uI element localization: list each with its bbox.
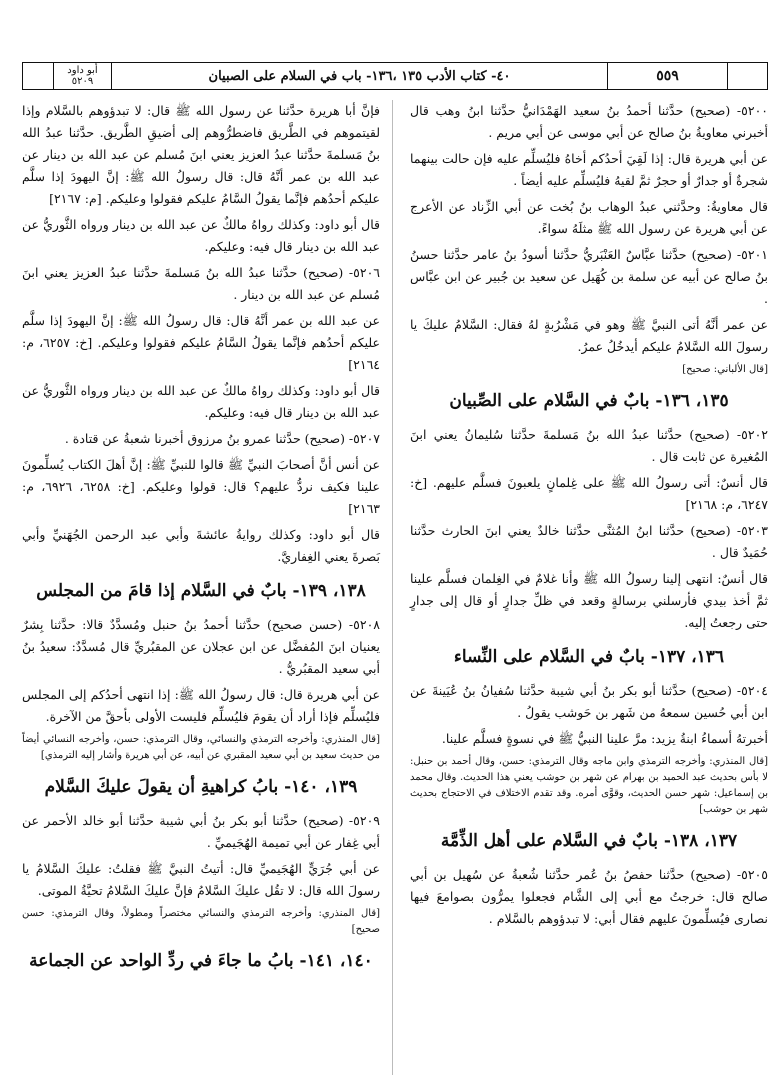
running-header [22, 62, 768, 90]
hadith-paragraph: قال أنسٌ: انتهى إلينا رسولُ الله ﷺ وأنا غلامٌ في الغِلمان فسلَّم علينا ثمَّ أخذ بيدي فأرسلني برسالةٍ وقعد في ظلِّ جدارٍ أو قال إلى جدارٍ حتى رجعتُ إليه. [410, 571, 768, 630]
header-book-cell [53, 63, 111, 89]
chapter-heading: ١٤٠، ١٤١- بابُ ما جاءَ في ردِّ الواحد عن الجماعة [29, 951, 373, 971]
hadith-paragraph: عن أبي جُرَيٍّ الهُجَيميِّ قال: أتيتُ النبيَّ ﷺ فقلتُ: عليكَ السَّلامُ يا رسولَ الله قال: لا تقُل عليكَ السَّلامُ فإنَّ عليكَ السَّلامُ تحيَّةُ الموتى. [22, 861, 380, 898]
hadith-paragraph: عن أبي هريرة قال: إذا لَقِيَ أحدُكم أخاهُ فليُسلِّم عليه فإن حالت بينهما شجرةٌ أو جدارٌ أو حجرٌ ثمَّ لقيهُ فليُسلِّم عليه أيضاً . [410, 151, 768, 188]
chapter-heading: ١٣٩، ١٤٠- بابُ كراهيةِ أن يقولَ عليكَ السَّلام [44, 777, 358, 797]
chapter-heading: ١٣٧، ١٣٨- بابٌ في السَّلام على أهل الذِّمَّة [440, 831, 738, 851]
chapter-heading: ١٣٨، ١٣٩- بابٌ في السَّلام إذا قامَ من المجلس [36, 581, 366, 601]
hadith-paragraph: ٥٢٠٢- (صحيح) حدَّثنا عبدُ الله بنُ مَسلمةَ حدَّثنا سُليمانُ يعني ابنَ المُغيرة عن ثابت قال . [410, 427, 768, 464]
footnote: [قال المنذري: وأخرجه الترمذي والنسائي، وقال الترمذي: حسن، وأخرجه النسائي أيضاً من حديث سعيد بن أبي سعيد المقبري عن أبيه، عن أبي هريرة وأشار إليه الترمذي] [22, 734, 380, 761]
column-divider [392, 100, 393, 1075]
hadith-paragraph: ٥٢٠٥- (صحيح) حدَّثنا حفصُ بنُ عُمر حدَّثنا شُعبةُ عن سُهيل بن أبي صالح قال: خرجتُ مع أبي إلى الشَّام فجعلوا يمرُّون بصوامعَ فيها نصارى فيُسلِّمونَ عليهم فقال أبي: لا تبدؤوهم بالسَّلام . [410, 867, 768, 926]
hadith-paragraph: ٥٢٠٠- (صحيح) حدَّثنا أحمدُ بنُ سعيد الهَمْدَانيُّ حدَّثنا ابنُ وهب قال أخبرني معاويةُ بنُ صالح عن أبي موسى عن أبي مريم . [410, 103, 768, 140]
right-column [410, 100, 768, 934]
hadith-paragraph: قال أنسٌ: أتى رسولُ الله ﷺ على غِلمانٍ يلعبونَ فسلَّم عليهم. [خ: ٦٢٤٧، م: ٢١٦٨] [410, 475, 768, 512]
hadith-paragraph: قال معاويةُ: وحدَّثني عبدُ الوهاب بنُ بُخت عن أبي الزِّناد عن الأعرج عن أبي هريرة عن رسول الله ﷺ مثلَهُ سواءً. [410, 199, 768, 236]
hadith-paragraph: قال أبو داود: وكذلك روايةُ عائشةَ وأبي عبد الرحمن الجُهَنيِّ وأبي بَصرةَ يعني الغِفاريَّ. [22, 527, 380, 564]
left-column [22, 100, 380, 984]
hadith-paragraph: ٥٢٠١- (صحيح) حدَّثنا عبَّاسٌ العَنْبَريُّ حدَّثنا أسودُ بنُ عامر حدَّثنا حسنُ بنُ صالح عن أبيه عن سلمة بن كُهَيل عن سعيد بن جُبير عن ابن عبَّاس . [410, 247, 768, 306]
hadith-paragraph: قال أبو داود: وكذلك رواهُ مالكٌ عن عبد الله بن دينار ورواه الثَّوريُّ عن عبد الله بن دينار قال فيه: وعليكم. [22, 383, 380, 420]
hadith-paragraph: قال أبو داود: وكذلك رواهُ مالكٌ عن عبد الله بن دينار ورواه الثَّوريُّ عن عبد الله بن دينار قال فيه: وعليكم. [22, 217, 380, 254]
hadith-paragraph: عن أنس أنَّ أصحابَ النبيِّ ﷺ قالوا للنبيِّ ﷺ: إنَّ أهلَ الكتاب يُسلِّمونَ علينا فكيف نردُّ عليهم؟ قال: قولوا وعليكم. [خ: ٦٢٥٨، ٦٩٢٦، م: ٢١٦٣] [22, 457, 381, 516]
hadith-paragraph: ٥٢٠٤- (صحيح) حدَّثنا أبو بكر بنُ أبي شيبة حدَّثنا سُفيانُ بنُ عُيَينةَ عن ابن أبي حُسين سمعهُ من شَهر بن حَوشب يقولُ . [410, 683, 768, 720]
page-number: ٥٥٩ [607, 63, 727, 89]
book-name: أبو داود [67, 65, 98, 76]
hadith-paragraph: أخبرتهُ أسماءُ ابنةُ يزيد: مرَّ علينا النبيُّ ﷺ في نسوةٍ فسلَّم علينا. [441, 731, 768, 746]
footnote: [قال الألباني: صحيح] [682, 364, 768, 375]
hadith-paragraph: عن أبي هريرة قال: قال رسولُ الله ﷺ: إذا انتهى أحدُكم إلى المجلس فليُسلِّم فإذا أراد أن يقومَ فليُسلِّم فليست الأولى بأحقَّ من الآخرة. [22, 687, 380, 724]
hadith-paragraph: ٥٢٠٣- (صحيح) حدَّثنا ابنُ المُثنَّى حدَّثنا خالدٌ يعني ابنَ الحارث حدَّثنا حُمَيدٌ قال . [410, 523, 768, 560]
chapter-heading: ١٣٦، ١٣٧- بابٌ في السَّلام على النِّساء [453, 647, 725, 667]
hadith-paragraph: عن عمر أنَّهُ أتى النبيَّ ﷺ وهو في مَشْرُبةٍ لهُ فقال: السَّلامُ عليكَ يا رسولَ الله السَّلامُ عليكم أيدخُلُ عمرُ. [410, 317, 768, 354]
hadith-paragraph: ٥٢٠٩- (صحيح) حدَّثنا أبو بكر بنُ أبي شيبة حدَّثنا أبو خالد الأحمر عن أبي غِفار عن أبي تميمة الهُجَيميِّ . [22, 813, 380, 850]
hadith-paragraph: ٥٢٠٧- (صحيح) حدَّثنا عمرو بنُ مرزوق أخبرنا شعبةُ عن قتادة . [64, 431, 380, 446]
hadith-paragraph: ٥٢٠٨- (حسن صحيح) حدَّثنا أحمدُ بنُ حنبل ومُسدَّدٌ قالا: حدَّثنا بِشرٌ يعنيان ابنَ المُفضَّل عن ابن عجلان عن المقبُريِّ قال مُسدَّدٌ: سعيدُ بنُ أبي سعيد المقبُريُّ . [22, 617, 380, 676]
hadith-range: ٥٢٠٩ [71, 76, 94, 87]
chapter-heading: ١٣٥، ١٣٦- بابٌ في السَّلام على الصِّبيان [449, 391, 729, 411]
hadith-paragraph: ٥٢٠٦- (صحيح) حدَّثنا عبدُ الله بنُ مَسلمةَ حدَّثنا عبدُ العزيز يعني ابنَ مُسلم عن عبد الله بن دينار . [22, 265, 380, 302]
header-blank-cell [727, 63, 767, 89]
footnote: [قال المنذري: وأخرجه الترمذي والنسائي مختصراً ومطولاً، وقال الترمذي: حسن صحيح] [22, 908, 380, 935]
footnote: [قال المنذري: وأخرجه الترمذي وابن ماجه وقال الترمذي: حسن، وقال أحمد بن حنبل: لا بأس بحديث عبد الحميد بن بهرام عن شهر بن حوشب يعني هذا الحديث. وقال محمد بن إسماعيل: شهر حسن الحديث، وقوَّى أمره. وقد تقدم الاختلاف في الاحتجاج بحديث شهر بن حوشب] [410, 756, 768, 815]
hadith-paragraph: عن عبد الله بن عمر أنَّهُ قال: قال رسولُ الله ﷺ: إنَّ اليهودَ إذا سلَّم عليكم أحدُهم فإنَّما يقولُ السَّامُ عليكم فقولوا وعليكم. [خ: ٦٢٥٧، م: ٢١٦٤] [22, 313, 380, 372]
hadith-paragraph: فإنَّ أبا هريرة حدَّثنا عن رسول الله ﷺ قال: لا تبدؤوهم بالسَّلام وإذا لقيتموهم في الطَّريق فاضطرُّوهم إلى أضيقِ الطَّريق. حدَّثنا عبدُ الله بنُ مَسلمةَ حدَّثنا عبدُ العزيز يعني ابنَ مُسلم عن عبد الله بن دينار عن عبد الله بن عمر أنَّهُ قال: قال رسولُ الله ﷺ: إنَّ اليهودَ إذا سلَّم عليكم أحدُهم فإنَّما يقولُ السَّامُ عليكم فقولوا وعليكم. [م: ٢١٦٧] [22, 103, 380, 206]
running-title: ٤٠- كتاب الأدب ١٣٥ ،١٣٦- باب في السلام على الصبيان [111, 63, 607, 89]
book-page [22, 62, 768, 1082]
header-blank-cell [23, 63, 53, 89]
